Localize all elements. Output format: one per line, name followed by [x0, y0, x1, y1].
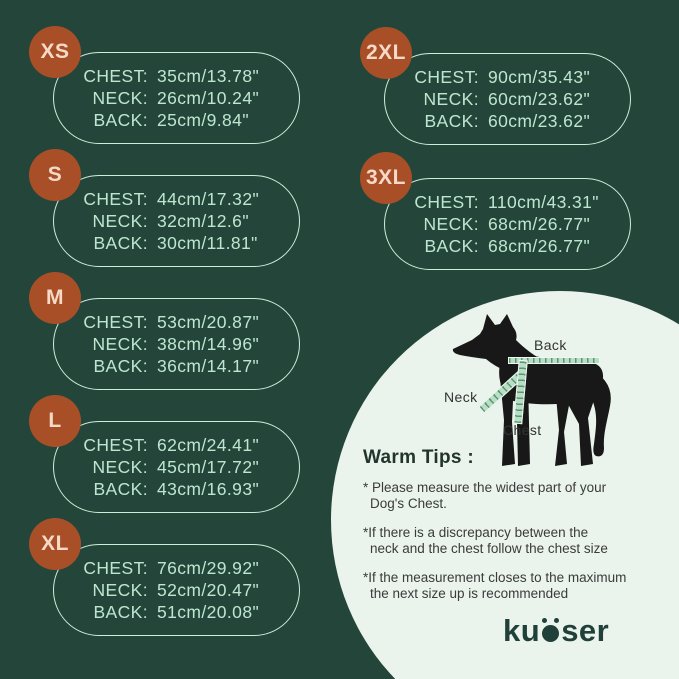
neck-value: 68cm/26.77"	[488, 214, 591, 234]
tip-line: *If there is a discrepancy between the	[363, 525, 589, 540]
size-column-right	[365, 41, 631, 270]
chest-label: CHEST:	[83, 435, 148, 455]
diagram-back-label: Back	[534, 337, 567, 353]
tip-line: the next size up is recommended	[370, 586, 569, 601]
chest-value: 35cm/13.78"	[157, 66, 260, 86]
size-pill	[53, 175, 300, 267]
tip-line: * Please measure the widest part of your	[363, 480, 607, 495]
chest-measurement	[385, 191, 630, 213]
back-value: 25cm/9.84"	[157, 110, 249, 130]
tip-line: *If the measurement closes to the maximum	[363, 570, 627, 585]
size-badge: XL	[29, 518, 81, 570]
back-value: 30cm/11.81"	[157, 233, 258, 253]
tip-discrepancy	[363, 525, 659, 557]
tip-measure-chest	[363, 480, 659, 512]
size-row-l	[48, 409, 300, 513]
back-measurement	[54, 355, 299, 377]
size-pill	[384, 53, 631, 145]
chest-measurement	[54, 65, 299, 87]
warm-tips-section	[363, 447, 659, 615]
logo-prefix: ku	[503, 613, 541, 648]
back-measurement	[54, 478, 299, 500]
neck-label: NECK:	[423, 89, 479, 109]
neck-value: 60cm/23.62"	[488, 89, 591, 109]
size-badge: S	[29, 149, 81, 201]
size-pill	[384, 178, 631, 270]
back-label: BACK:	[93, 233, 148, 253]
back-measurement	[54, 232, 299, 254]
chest-measurement	[54, 557, 299, 579]
back-label: BACK:	[93, 479, 148, 499]
size-badge: 3XL	[360, 152, 412, 204]
neck-measurement	[54, 456, 299, 478]
tip-size-up	[363, 570, 659, 602]
chest-label: CHEST:	[83, 66, 148, 86]
diagram-neck-label: Neck	[444, 389, 478, 405]
size-badge: L	[29, 395, 81, 447]
brand-logo	[503, 613, 609, 649]
chest-value: 110cm/43.31"	[488, 192, 599, 212]
chest-measurement	[54, 188, 299, 210]
neck-label: NECK:	[423, 214, 479, 234]
back-measurement	[54, 601, 299, 623]
neck-label: NECK:	[92, 88, 148, 108]
back-value: 51cm/20.08"	[157, 602, 260, 622]
neck-value: 26cm/10.24"	[157, 88, 260, 108]
back-label: BACK:	[424, 111, 479, 131]
neck-label: NECK:	[92, 334, 148, 354]
back-measurement	[54, 109, 299, 131]
paw-icon	[542, 625, 559, 642]
size-row-s	[47, 163, 300, 267]
size-column-left	[40, 40, 300, 636]
neck-measurement	[385, 213, 630, 235]
back-label: BACK:	[93, 602, 148, 622]
chest-label: CHEST:	[83, 312, 148, 332]
back-value: 60cm/23.62"	[488, 111, 591, 131]
back-measurement	[385, 235, 630, 257]
neck-value: 38cm/14.96"	[157, 334, 260, 354]
tip-line: Dog's Chest.	[370, 496, 447, 511]
neck-value: 45cm/17.72"	[157, 457, 260, 477]
neck-label: NECK:	[92, 211, 148, 231]
tip-line: neck and the chest follow the chest size	[370, 541, 608, 556]
chest-measurement	[54, 311, 299, 333]
size-row-xl	[41, 532, 300, 636]
neck-measurement	[54, 579, 299, 601]
size-row-3xl	[365, 166, 631, 270]
size-pill	[53, 544, 300, 636]
chest-value: 90cm/35.43"	[488, 67, 591, 87]
logo-suffix: ser	[561, 613, 610, 648]
size-badge: 2XL	[360, 27, 412, 79]
chest-label: CHEST:	[414, 192, 479, 212]
neck-value: 32cm/12.6"	[157, 211, 249, 231]
chest-value: 76cm/29.92"	[157, 558, 260, 578]
back-label: BACK:	[424, 236, 479, 256]
size-row-2xl	[365, 41, 631, 145]
back-value: 43cm/16.93"	[157, 479, 260, 499]
size-badge: XS	[29, 26, 81, 78]
diagram-chest-label: Chest	[503, 422, 542, 438]
chest-measurement	[54, 434, 299, 456]
chest-value: 53cm/20.87"	[157, 312, 260, 332]
back-label: BACK:	[93, 356, 148, 376]
chest-label: CHEST:	[83, 189, 148, 209]
back-value: 36cm/14.17"	[157, 356, 260, 376]
size-pill	[53, 421, 300, 513]
neck-label: NECK:	[92, 457, 148, 477]
neck-measurement	[385, 88, 630, 110]
neck-measurement	[54, 210, 299, 232]
size-pill	[53, 52, 300, 144]
chest-label: CHEST:	[414, 67, 479, 87]
chest-label: CHEST:	[83, 558, 148, 578]
neck-measurement	[54, 333, 299, 355]
size-badge: M	[29, 272, 81, 324]
size-row-m	[46, 286, 300, 390]
chest-value: 44cm/17.32"	[157, 189, 260, 209]
chest-value: 62cm/24.41"	[157, 435, 260, 455]
info-circle	[331, 291, 679, 679]
warm-tips-heading: Warm Tips :	[363, 447, 474, 468]
size-row-xs	[40, 40, 300, 144]
back-measurement	[385, 110, 630, 132]
neck-measurement	[54, 87, 299, 109]
neck-label: NECK:	[92, 580, 148, 600]
size-pill	[53, 298, 300, 390]
back-value: 68cm/26.77"	[488, 236, 591, 256]
back-label: BACK:	[93, 110, 148, 130]
chest-measurement	[385, 66, 630, 88]
neck-value: 52cm/20.47"	[157, 580, 260, 600]
